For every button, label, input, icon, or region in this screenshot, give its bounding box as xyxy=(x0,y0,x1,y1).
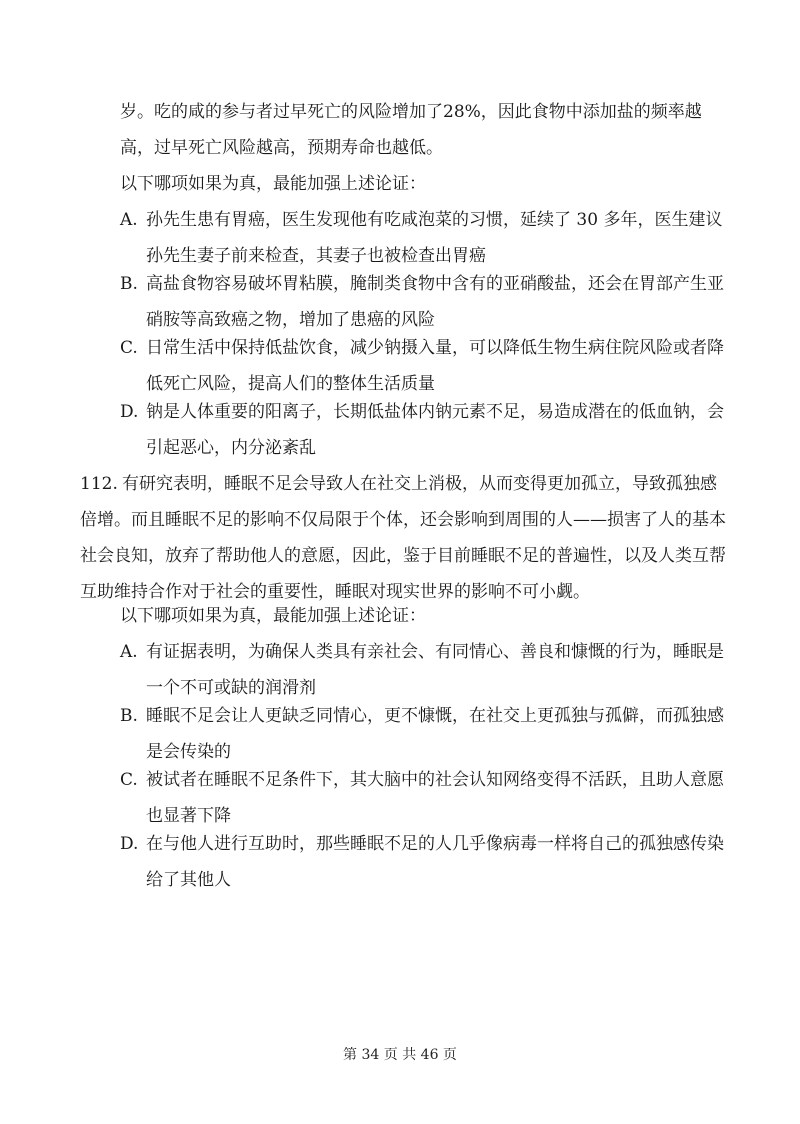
q112-option-c xyxy=(120,762,730,834)
question-stem: 有研究表明，睡眠不足会导致人在社交上消极，从而变得更加孤立，导致孤独感倍增。而且睡眠不足的影响不仅局限于个体，还会影响到周围的人——损害了人的基本社会良知，放弃了帮助他人的意愿，因此，鉴于目前睡眠不足的普遍性，以及人类互帮互助维持合作对于社会的重要性，睡眠对现实世界的影响不可小觑。 xyxy=(80,474,726,602)
option-text: 日常生活中保持低盐饮食，减少钠摄入量，可以降低生物生病住院风险或者降低死亡风险，提高人们的整体生活质量 xyxy=(146,338,724,394)
option-letter: B. xyxy=(120,706,138,726)
option-letter: D. xyxy=(120,402,139,422)
option-text: 孙先生患有胃癌，医生发现他有吃咸泡菜的习惯，延续了 30 多年，医生建议孙先生妻子前来检查，其妻子也被检查出胃癌 xyxy=(146,210,723,266)
q111-continuation: 岁。吃的咸的参与者过早死亡的风险增加了28%，因此食物中添加盐的频率越高，过早死亡风险越高，预期寿命也越低。 xyxy=(120,102,702,158)
q111-option-b xyxy=(120,266,730,338)
option-letter: A. xyxy=(120,210,138,230)
q112-option-a xyxy=(120,634,730,706)
option-letter: C. xyxy=(120,338,138,358)
option-letter: C. xyxy=(120,770,138,790)
option-letter: B. xyxy=(120,274,138,294)
option-text: 有证据表明，为确保人类具有亲社会、有同情心、善良和慷慨的行为，睡眠是一个不可或缺的润滑剂 xyxy=(146,642,724,698)
option-text: 钠是人体重要的阳离子，长期低盐体内钠元素不足，易造成潜在的低血钠，会引起恶心，内分泌紊乱 xyxy=(146,402,724,458)
option-text: 在与他人进行互助时，那些睡眠不足的人几乎像病毒一样将自己的孤独感传染给了其他人 xyxy=(146,834,724,890)
page-footer: 第 34 页 共 46 页 xyxy=(343,1047,457,1063)
q112-option-d xyxy=(120,826,730,898)
q111-option-a xyxy=(120,202,730,274)
option-letter: A. xyxy=(120,642,138,662)
q111-prompt: 以下哪项如果为真，最能加强上述论证： xyxy=(120,174,426,194)
q111-option-d xyxy=(120,394,730,466)
option-text: 睡眠不足会让人更缺乏同情心，更不慷慨，在社交上更孤独与孤僻，而孤独感是会传染的 xyxy=(146,706,724,762)
q112-prompt: 以下哪项如果为真，最能加强上述论证： xyxy=(120,606,426,626)
option-letter: D. xyxy=(120,834,139,854)
q112-option-b xyxy=(120,698,730,770)
option-text: 被试者在睡眠不足条件下，其大脑中的社会认知网络变得不活跃，且助人意愿也显著下降 xyxy=(146,770,724,826)
q112-question xyxy=(80,466,730,610)
q111-option-c xyxy=(120,330,730,402)
option-text: 高盐食物容易破坏胃粘膜，腌制类食物中含有的亚硝酸盐，还会在胃部产生亚硝胺等高致癌之物，增加了患癌的风险 xyxy=(146,274,724,330)
question-number: 112. xyxy=(80,474,118,494)
